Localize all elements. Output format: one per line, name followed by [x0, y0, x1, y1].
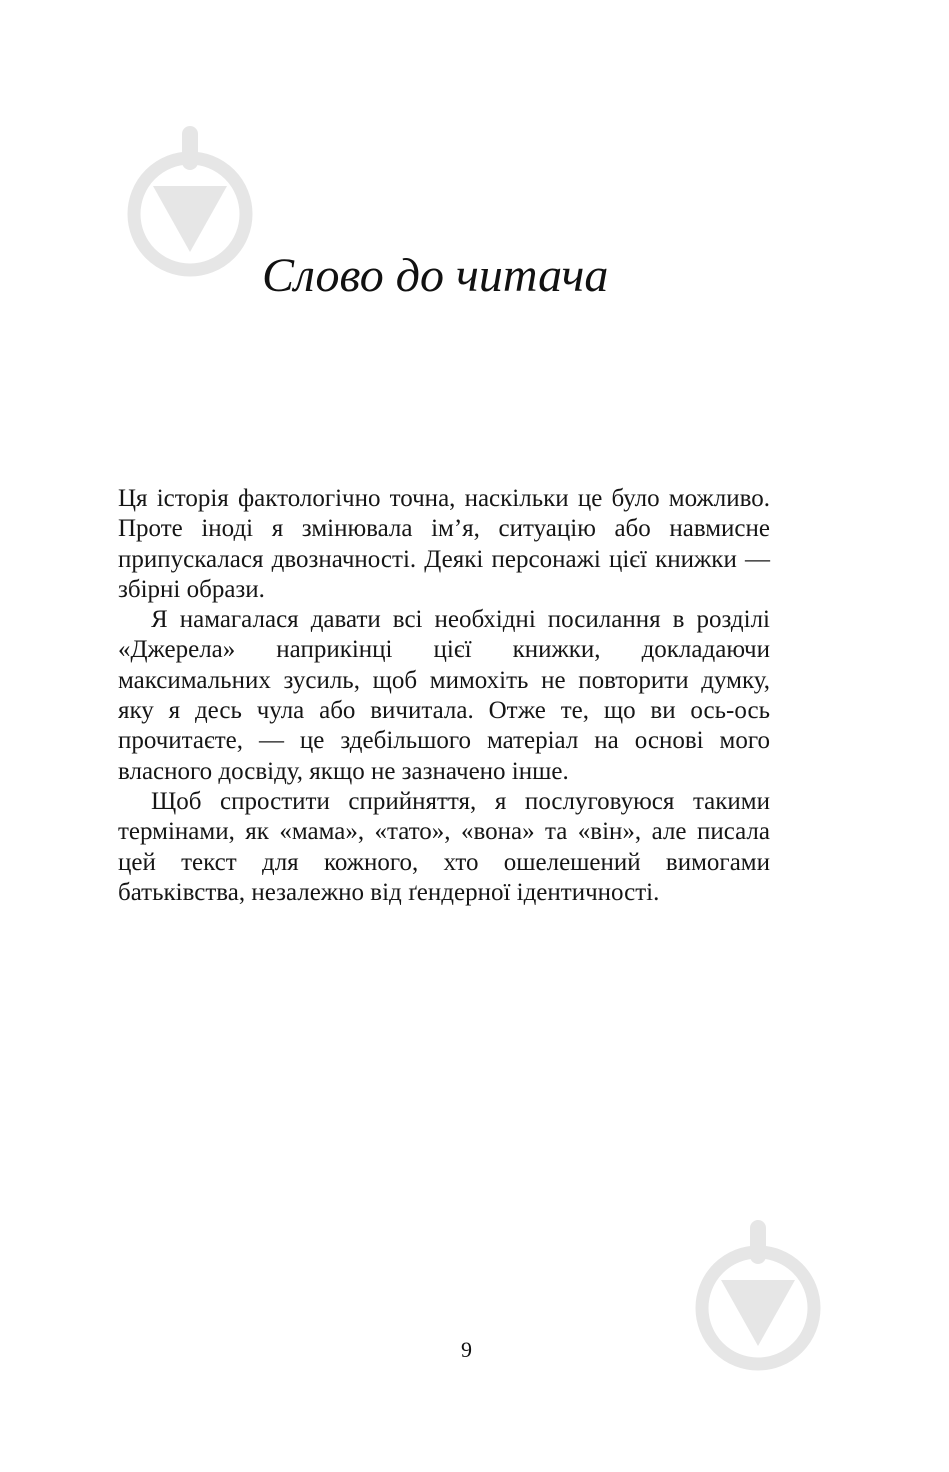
body-text: [118, 484, 770, 908]
download-arrow-icon: [125, 122, 255, 282]
page-number: 9: [461, 1337, 472, 1362]
paragraph-2: Я намагалася давати всі необхідні посилання в розділі «Джерела» наприкінці цієї книжки, докладаючи максимальних зусиль, щоб мимохіть не повторити думку, яку я десь чула або вичитала. Отже те, що ви ось-ось прочитаєте, — це здебільшого матеріал на основі мого власного досвіду, якщо не зазначено інше.: [118, 606, 770, 785]
download-arrow-icon: [693, 1216, 823, 1376]
paragraph-3: Щоб спростити сприйняття, я послуговуюся такими термінами, як «мама», «тато», «вона» та «він», але писала цей текст для кожного, хто ошелешений вимогами батьківства, незалежно від ґендерної ідентичності.: [118, 787, 770, 906]
paragraph-1: Ця історія фактологічно точна, наскільки це було можливо. Проте іноді я змінювала ім’я, ситуацію або навмисне припускалася двозначності. Деякі персонажі цієї книжки — збірні образи.: [118, 485, 770, 603]
chapter-title: Слово до читача: [262, 249, 609, 302]
